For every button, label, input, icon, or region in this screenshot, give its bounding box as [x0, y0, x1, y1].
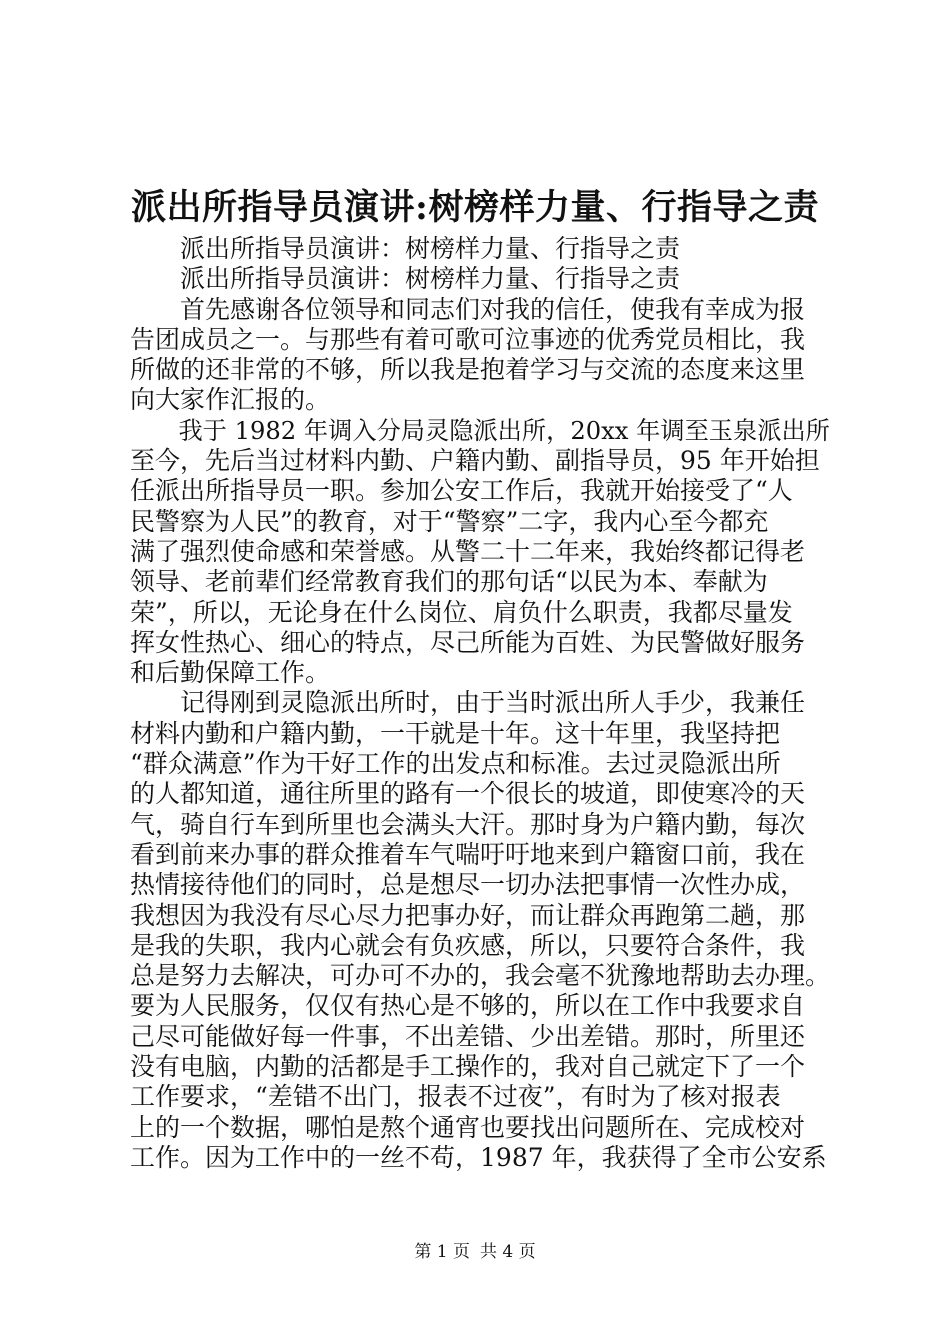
document-body — [130, 234, 830, 1173]
body-line: 工作要求，“差错不出门，报表不过夜”，有时为了核对报表 — [130, 1082, 781, 1112]
body-line: 我于 1982 年调入分局灵隐派出所，20xx 年调至玉泉派出所 — [130, 416, 830, 445]
document-title: 派出所指导员演讲:树榜样力量、行指导之责 — [131, 187, 819, 228]
body-line: 派出所指导员演讲：树榜样力量、行指导之责 — [130, 234, 681, 263]
body-line: 气，骑自行车到所里也会满头大汗。那时身为户籍内勤，每次 — [130, 809, 806, 839]
body-line: 上的一个数据，哪怕是熬个通宵也要找出问题所在、完成校对 — [130, 1112, 806, 1142]
body-line: 是我的失职，我内心就会有负疚感，所以，只要符合条件，我 — [130, 930, 806, 960]
body-line: 派出所指导员演讲：树榜样力量、行指导之责 — [130, 264, 681, 294]
body-line: 我想因为我没有尽心尽力把事办好，而让群众再跑第二趟，那 — [130, 900, 806, 930]
body-line: 向大家作汇报的。 — [130, 385, 331, 415]
body-line: 没有电脑，内勤的活都是手工操作的，我对自己就定下了一个 — [130, 1052, 806, 1082]
body-line: 满了强烈使命感和荣誉感。从警二十二年来，我始终都记得老 — [130, 536, 806, 566]
body-line: 领导、老前辈们经常教育我们的那句话“以民为本、奉献为 — [130, 567, 768, 597]
body-line: 民警察为人民”的教育，对于“警察”二字，我内心至今都充 — [130, 506, 769, 536]
body-line: 要为人民服务，仅仅有热心是不够的，所以在工作中我要求自 — [130, 991, 806, 1021]
body-line: 材料内勤和户籍内勤，一干就是十年。这十年里，我坚持把 — [130, 718, 781, 748]
body-line: 至今，先后当过材料内勤、户籍内勤、副指导员，95 年开始担 — [130, 446, 820, 476]
body-line: 总是努力去解决，可办可不办的，我会毫不犹豫地帮助去办理。 — [130, 961, 831, 991]
body-line: 记得刚到灵隐派出所时，由于当时派出所人手少，我兼任 — [130, 688, 806, 718]
page-number: 第 1 页 — [414, 1242, 470, 1262]
body-line: “群众满意”作为干好工作的出发点和标准。去过灵隐派出所 — [130, 749, 781, 779]
body-line: 挥女性热心、细心的特点，尽己所能为百姓、为民警做好服务 — [130, 627, 806, 657]
body-line: 看到前来办事的群众推着车气喘吁吁地来到户籍窗口前，我在 — [130, 839, 806, 869]
body-line: 首先感谢各位领导和同志们对我的信任，使我有幸成为报 — [130, 294, 806, 324]
body-line: 的人都知道，通往所里的路有一个很长的坡道，即使寒冷的天 — [130, 779, 806, 809]
page-footer — [0, 1240, 950, 1264]
body-line: 告团成员之一。与那些有着可歌可泣事迹的优秀党员相比，我 — [130, 324, 806, 354]
body-line: 和后勤保障工作。 — [130, 658, 331, 688]
body-line: 工作。因为工作中的一丝不苟，1987 年，我获得了全市公安系 — [130, 1142, 827, 1172]
body-line: 热情接待他们的同时，总是想尽一切办法把事情一次性办成， — [130, 870, 806, 900]
body-line: 任派出所指导员一职。参加公安工作后，我就开始接受了“人 — [130, 476, 793, 506]
body-line: 荣”，所以，无论身在什么岗位、肩负什么职责，我都尽量发 — [130, 597, 793, 627]
page-total: 共 4 页 — [480, 1242, 536, 1262]
body-line: 己尽可能做好每一件事，不出差错、少出差错。那时，所里还 — [130, 1021, 806, 1051]
body-line: 所做的还非常的不够，所以我是抱着学习与交流的态度来这里 — [130, 355, 806, 385]
